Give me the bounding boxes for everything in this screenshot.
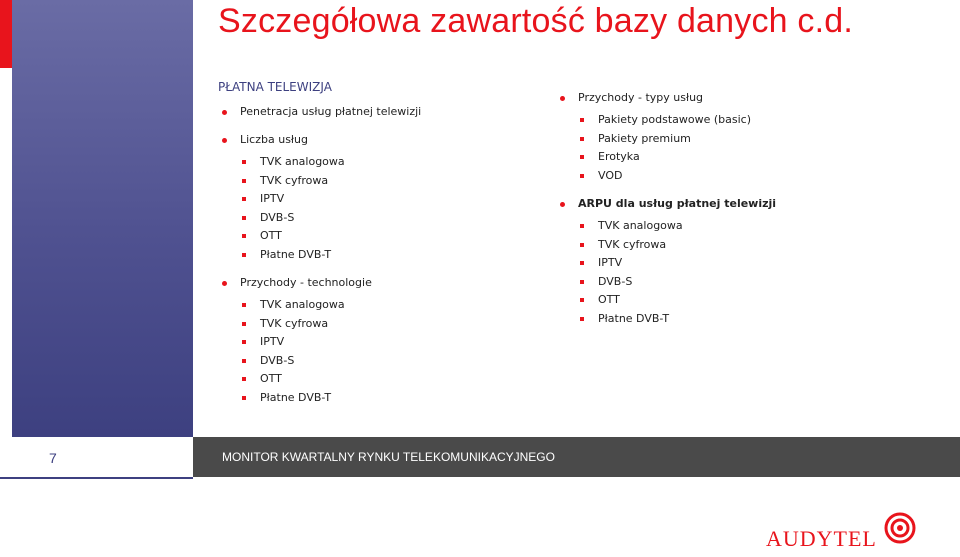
bullet-dot-icon (560, 96, 565, 101)
level2-label: TVK cyfrowa (598, 237, 667, 251)
bullet-square-icon (242, 179, 246, 183)
level2-label: Pakiety premium (598, 131, 691, 145)
level2-item (556, 254, 956, 273)
level2-item (218, 172, 548, 191)
level1-label: Penetracja usług płatnej telewizji (240, 105, 422, 118)
level2-label: OTT (260, 372, 282, 385)
level2-item (556, 111, 956, 130)
level2-label: TVK analogowa (260, 155, 345, 168)
footer-divider (0, 477, 193, 479)
bullet-square-icon (242, 234, 246, 238)
level1-label: Liczba usług (240, 133, 309, 146)
bullet-dot-icon (560, 202, 565, 207)
level2-label: IPTV (260, 335, 285, 348)
red-accent-strip (0, 0, 12, 68)
level1-label: Przychody - typy usług (578, 91, 704, 104)
level2-label: VOD (598, 168, 623, 182)
level2-item (556, 167, 956, 186)
level2-label: OTT (260, 229, 282, 242)
bullet-square-icon (242, 216, 246, 220)
bullet-square-icon (580, 137, 584, 141)
bullet-square-icon (580, 280, 584, 284)
bullet-square-icon (242, 396, 246, 400)
level2-item (218, 209, 548, 228)
level2-item (218, 315, 548, 334)
level2-item (218, 389, 548, 408)
level1-item (218, 131, 548, 149)
list-group (218, 103, 548, 121)
bullet-square-icon (242, 197, 246, 201)
level1-item (556, 89, 956, 107)
level2-label: IPTV (260, 192, 285, 205)
bullet-square-icon (242, 322, 246, 326)
list-group (218, 131, 548, 264)
level1-item (218, 274, 548, 292)
level2-item (218, 333, 548, 352)
level2-item (218, 296, 548, 315)
bullet-square-icon (580, 118, 584, 122)
level2-item (218, 352, 548, 371)
bullet-square-icon (242, 359, 246, 363)
left-column (218, 103, 548, 417)
level1-label: Przychody - technologie (240, 276, 372, 289)
level2-item (556, 217, 956, 236)
level2-label: TVK cyfrowa (260, 173, 329, 187)
level2-label: TVK analogowa (598, 219, 683, 232)
level2-label: DVB-S (260, 353, 295, 367)
level2-label: Płatne DVB-T (260, 390, 332, 404)
bullet-square-icon (242, 253, 246, 257)
bullet-dot-icon (222, 110, 227, 115)
bullet-square-icon (242, 340, 246, 344)
level2-label: Pakiety podstawowe (basic) (598, 113, 752, 126)
level2-label: Erotyka (598, 150, 640, 163)
level2-item (218, 153, 548, 172)
logo-mark-icon (884, 512, 916, 544)
bullet-square-icon (580, 174, 584, 178)
level2-item (556, 130, 956, 149)
page-number: 7 (49, 450, 57, 466)
level1-label: ARPU dla usług płatnej telewizji (578, 197, 777, 210)
bullet-dot-icon (222, 281, 227, 286)
level2-item (556, 291, 956, 310)
bullet-dot-icon (222, 138, 227, 143)
bullet-square-icon (580, 224, 584, 228)
bullet-square-icon (580, 261, 584, 265)
level2-label: DVB-S (260, 210, 295, 224)
level1-item (218, 103, 548, 121)
bullet-square-icon (242, 160, 246, 164)
level2-label: TVK analogowa (260, 298, 345, 311)
left-decorative-panel (12, 0, 193, 437)
level2-label: DVB-S (598, 274, 633, 288)
bullet-square-icon (580, 243, 584, 247)
right-column (556, 89, 956, 338)
level2-item (556, 236, 956, 255)
logo-text: AUDYTEL (766, 526, 877, 551)
bullet-square-icon (580, 317, 584, 321)
level2-item (218, 227, 548, 246)
level2-label: Płatne DVB-T (598, 311, 670, 325)
section-heading: PŁATNA TELEWIZJA (218, 80, 332, 94)
level2-item (218, 370, 548, 389)
slide-title: Szczegółowa zawartość bazy danych c.d. (218, 2, 854, 40)
bullet-square-icon (580, 155, 584, 159)
level2-label: OTT (598, 293, 620, 306)
level1-item (556, 195, 956, 213)
audytel-logo (766, 512, 916, 556)
level2-item (218, 190, 548, 209)
bullet-square-icon (580, 298, 584, 302)
footer-text: MONITOR KWARTALNY RYNKU TELEKOMUNIKACYJNEGO (222, 450, 555, 464)
bullet-square-icon (242, 377, 246, 381)
level2-label: IPTV (598, 256, 623, 269)
level2-label: TVK cyfrowa (260, 316, 329, 330)
level2-item (556, 148, 956, 167)
list-group (556, 89, 956, 185)
level2-item (556, 273, 956, 292)
bullet-square-icon (242, 303, 246, 307)
level2-item (556, 310, 956, 329)
list-group (556, 195, 956, 328)
list-group (218, 274, 548, 407)
level2-label: Płatne DVB-T (260, 247, 332, 261)
level2-item (218, 246, 548, 265)
